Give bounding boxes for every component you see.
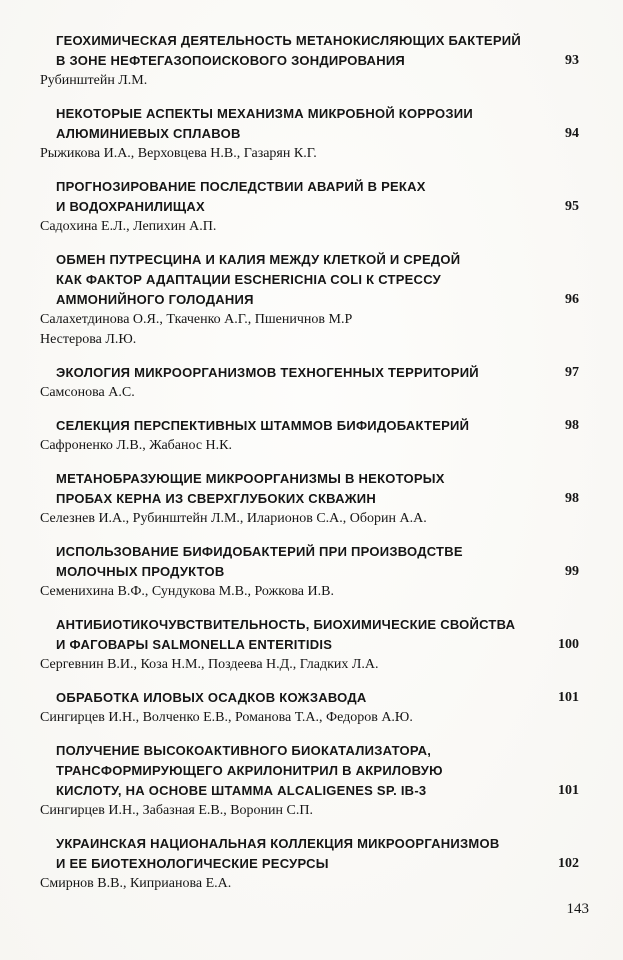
title-line: ПРОГНОЗИРОВАНИЕ ПОСЛЕДСТВИИ АВАРИЙ В РЕКАХ (56, 179, 426, 194)
title-line: УКРАИНСКАЯ НАЦИОНАЛЬНАЯ КОЛЛЕКЦИЯ МИКРООРГАНИЗМОВ (56, 836, 500, 851)
title-line: ОБРАБОТКА ИЛОВЫХ ОСАДКОВ КОЖЗАВОДА (56, 690, 367, 705)
entry-head (40, 416, 579, 436)
title-line: ГЕОХИМИЧЕСКАЯ ДЕЯТЕЛЬНОСТЬ МЕТАНОКИСЛЯЮЩИХ БАКТЕРИЙ (56, 33, 521, 48)
entry-authors (40, 71, 579, 91)
entry-authors (40, 708, 579, 728)
entry-authors (40, 217, 579, 237)
title-line: В ЗОНЕ НЕФТЕГАЗОПОИСКОВОГО ЗОНДИРОВАНИЯ (56, 53, 406, 68)
entry-head (40, 177, 579, 217)
author-line: Нестерова Л.Ю. (40, 332, 137, 347)
toc-entry (40, 416, 579, 456)
entry-head (40, 363, 579, 383)
entry-page-number: 94 (565, 126, 579, 141)
entry-authors (40, 310, 579, 350)
entry-authors (40, 383, 579, 403)
entry-title (40, 104, 541, 144)
entry-authors (40, 874, 579, 894)
title-line: ИСПОЛЬЗОВАНИЕ БИФИДОБАКТЕРИЙ ПРИ ПРОИЗВОДСТВЕ (56, 544, 463, 559)
title-line: АЛЮМИНИЕВЫХ СПЛАВОВ (56, 126, 241, 141)
entry-authors (40, 801, 579, 821)
toc-list (40, 31, 579, 894)
author-line: Салахетдинова О.Я., Ткаченко А.Г., Пшеничнов М.Р (40, 312, 353, 327)
entry-head (40, 104, 579, 144)
entry-page-number: 99 (565, 564, 579, 579)
entry-page-number: 97 (565, 365, 579, 380)
author-line: Сафроненко Л.В., Жабанос Н.К. (40, 438, 232, 453)
author-line: Садохина Е.Л., Лепихин А.П. (40, 219, 217, 234)
title-line: КИСЛОТУ, НА ОСНОВЕ ШТАММА ALCALIGENES SP. IB-3 (56, 783, 427, 798)
entry-authors (40, 509, 579, 529)
entry-page-number: 98 (565, 491, 579, 506)
title-line: ПРОБАХ КЕРНА ИЗ СВЕРХГЛУБОКИХ СКВАЖИН (56, 491, 376, 506)
entry-title (40, 250, 541, 310)
entry-page-number: 93 (565, 53, 579, 68)
title-line: КАК ФАКТОР АДАПТАЦИИ ESCHERICHIA COLI К СТРЕССУ (56, 272, 441, 287)
entry-authors (40, 655, 579, 675)
toc-entry (40, 615, 579, 675)
toc-entry (40, 363, 579, 403)
entry-page-number: 95 (565, 199, 579, 214)
entry-head (40, 834, 579, 874)
toc-entry (40, 250, 579, 350)
title-line: АНТИБИОТИКОЧУВСТВИТЕЛЬНОСТЬ, БИОХИМИЧЕСКИЕ СВОЙСТВА (56, 617, 516, 632)
entry-title (40, 31, 541, 71)
title-line: НЕКОТОРЫЕ АСПЕКТЫ МЕХАНИЗМА МИКРОБНОЙ КОРРОЗИИ (56, 106, 473, 121)
entry-head (40, 688, 579, 708)
entry-title (40, 834, 541, 874)
toc-entry (40, 177, 579, 237)
entry-head (40, 542, 579, 582)
entry-title (40, 615, 541, 655)
entry-head (40, 250, 579, 310)
title-line: СЕЛЕКЦИЯ ПЕРСПЕКТИВНЫХ ШТАММОВ БИФИДОБАКТЕРИЙ (56, 418, 470, 433)
author-line: Рубинштейн Л.М. (40, 73, 148, 88)
entry-title (40, 363, 541, 383)
title-line: МОЛОЧНЫХ ПРОДУКТОВ (56, 564, 225, 579)
author-line: Сингирцев И.Н., Волченко Е.В., Романова Т.А., Федоров А.Ю. (40, 710, 413, 725)
toc-entry (40, 688, 579, 728)
entry-title (40, 741, 541, 801)
author-line: Семенихина В.Ф., Сундукова М.В., Рожкова И.В. (40, 584, 334, 599)
toc-entry (40, 834, 579, 894)
entry-head (40, 615, 579, 655)
entry-page-number: 102 (558, 856, 579, 871)
title-line: ЭКОЛОГИЯ МИКРООРГАНИЗМОВ ТЕХНОГЕННЫХ ТЕРРИТОРИЙ (56, 365, 479, 380)
entry-page-number: 98 (565, 418, 579, 433)
entry-page-number: 101 (558, 690, 579, 705)
title-line: И ВОДОХРАНИЛИЩАХ (56, 199, 205, 214)
title-line: ПОЛУЧЕНИЕ ВЫСОКОАКТИВНОГО БИОКАТАЛИЗАТОРА, (56, 743, 432, 758)
entry-page-number: 101 (558, 783, 579, 798)
author-line: Сергевнин В.И., Коза Н.М., Поздеева Н.Д., Гладких Л.А. (40, 657, 379, 672)
toc-entry (40, 741, 579, 821)
entry-title (40, 177, 541, 217)
toc-entry (40, 542, 579, 602)
entry-authors (40, 582, 579, 602)
entry-title (40, 688, 541, 708)
footer-page-number: 143 (566, 901, 589, 917)
author-line: Рыжикова И.А., Верховцева Н.В., Газарян К.Г. (40, 146, 317, 161)
author-line: Сингирцев И.Н., Забазная Е.В., Воронин С.П. (40, 803, 313, 818)
entry-title (40, 542, 541, 582)
author-line: Селезнев И.А., Рубинштейн Л.М., Иларионов С.А., Оборин А.А. (40, 511, 427, 526)
title-line: И ЕЕ БИОТЕХНОЛОГИЧЕСКИЕ РЕСУРСЫ (56, 856, 329, 871)
title-line: ТРАНСФОРМИРУЮЩЕГО АКРИЛОНИТРИЛ В АКРИЛОВУЮ (56, 763, 443, 778)
entry-head (40, 469, 579, 509)
entry-page-number: 100 (558, 637, 579, 652)
title-line: МЕТАНОБРАЗУЮЩИЕ МИКРООРГАНИЗМЫ В НЕКОТОРЫХ (56, 471, 445, 486)
toc-entry (40, 469, 579, 529)
title-line: И ФАГОВАРЫ SALMONELLA ENTERITIDIS (56, 637, 333, 652)
entry-authors (40, 436, 579, 456)
entry-page-number: 96 (565, 292, 579, 307)
entry-head (40, 741, 579, 801)
entry-head (40, 31, 579, 71)
author-line: Смирнов В.В., Киприанова Е.А. (40, 876, 232, 891)
author-line: Самсонова А.С. (40, 385, 135, 400)
entry-title (40, 416, 541, 436)
title-line: АММОНИЙНОГО ГОЛОДАНИЯ (56, 292, 254, 307)
toc-entry (40, 31, 579, 91)
entry-title (40, 469, 541, 509)
toc-entry (40, 104, 579, 164)
entry-authors (40, 144, 579, 164)
title-line: ОБМЕН ПУТРЕСЦИНА И КАЛИЯ МЕЖДУ КЛЕТКОЙ И СРЕДОЙ (56, 252, 461, 267)
